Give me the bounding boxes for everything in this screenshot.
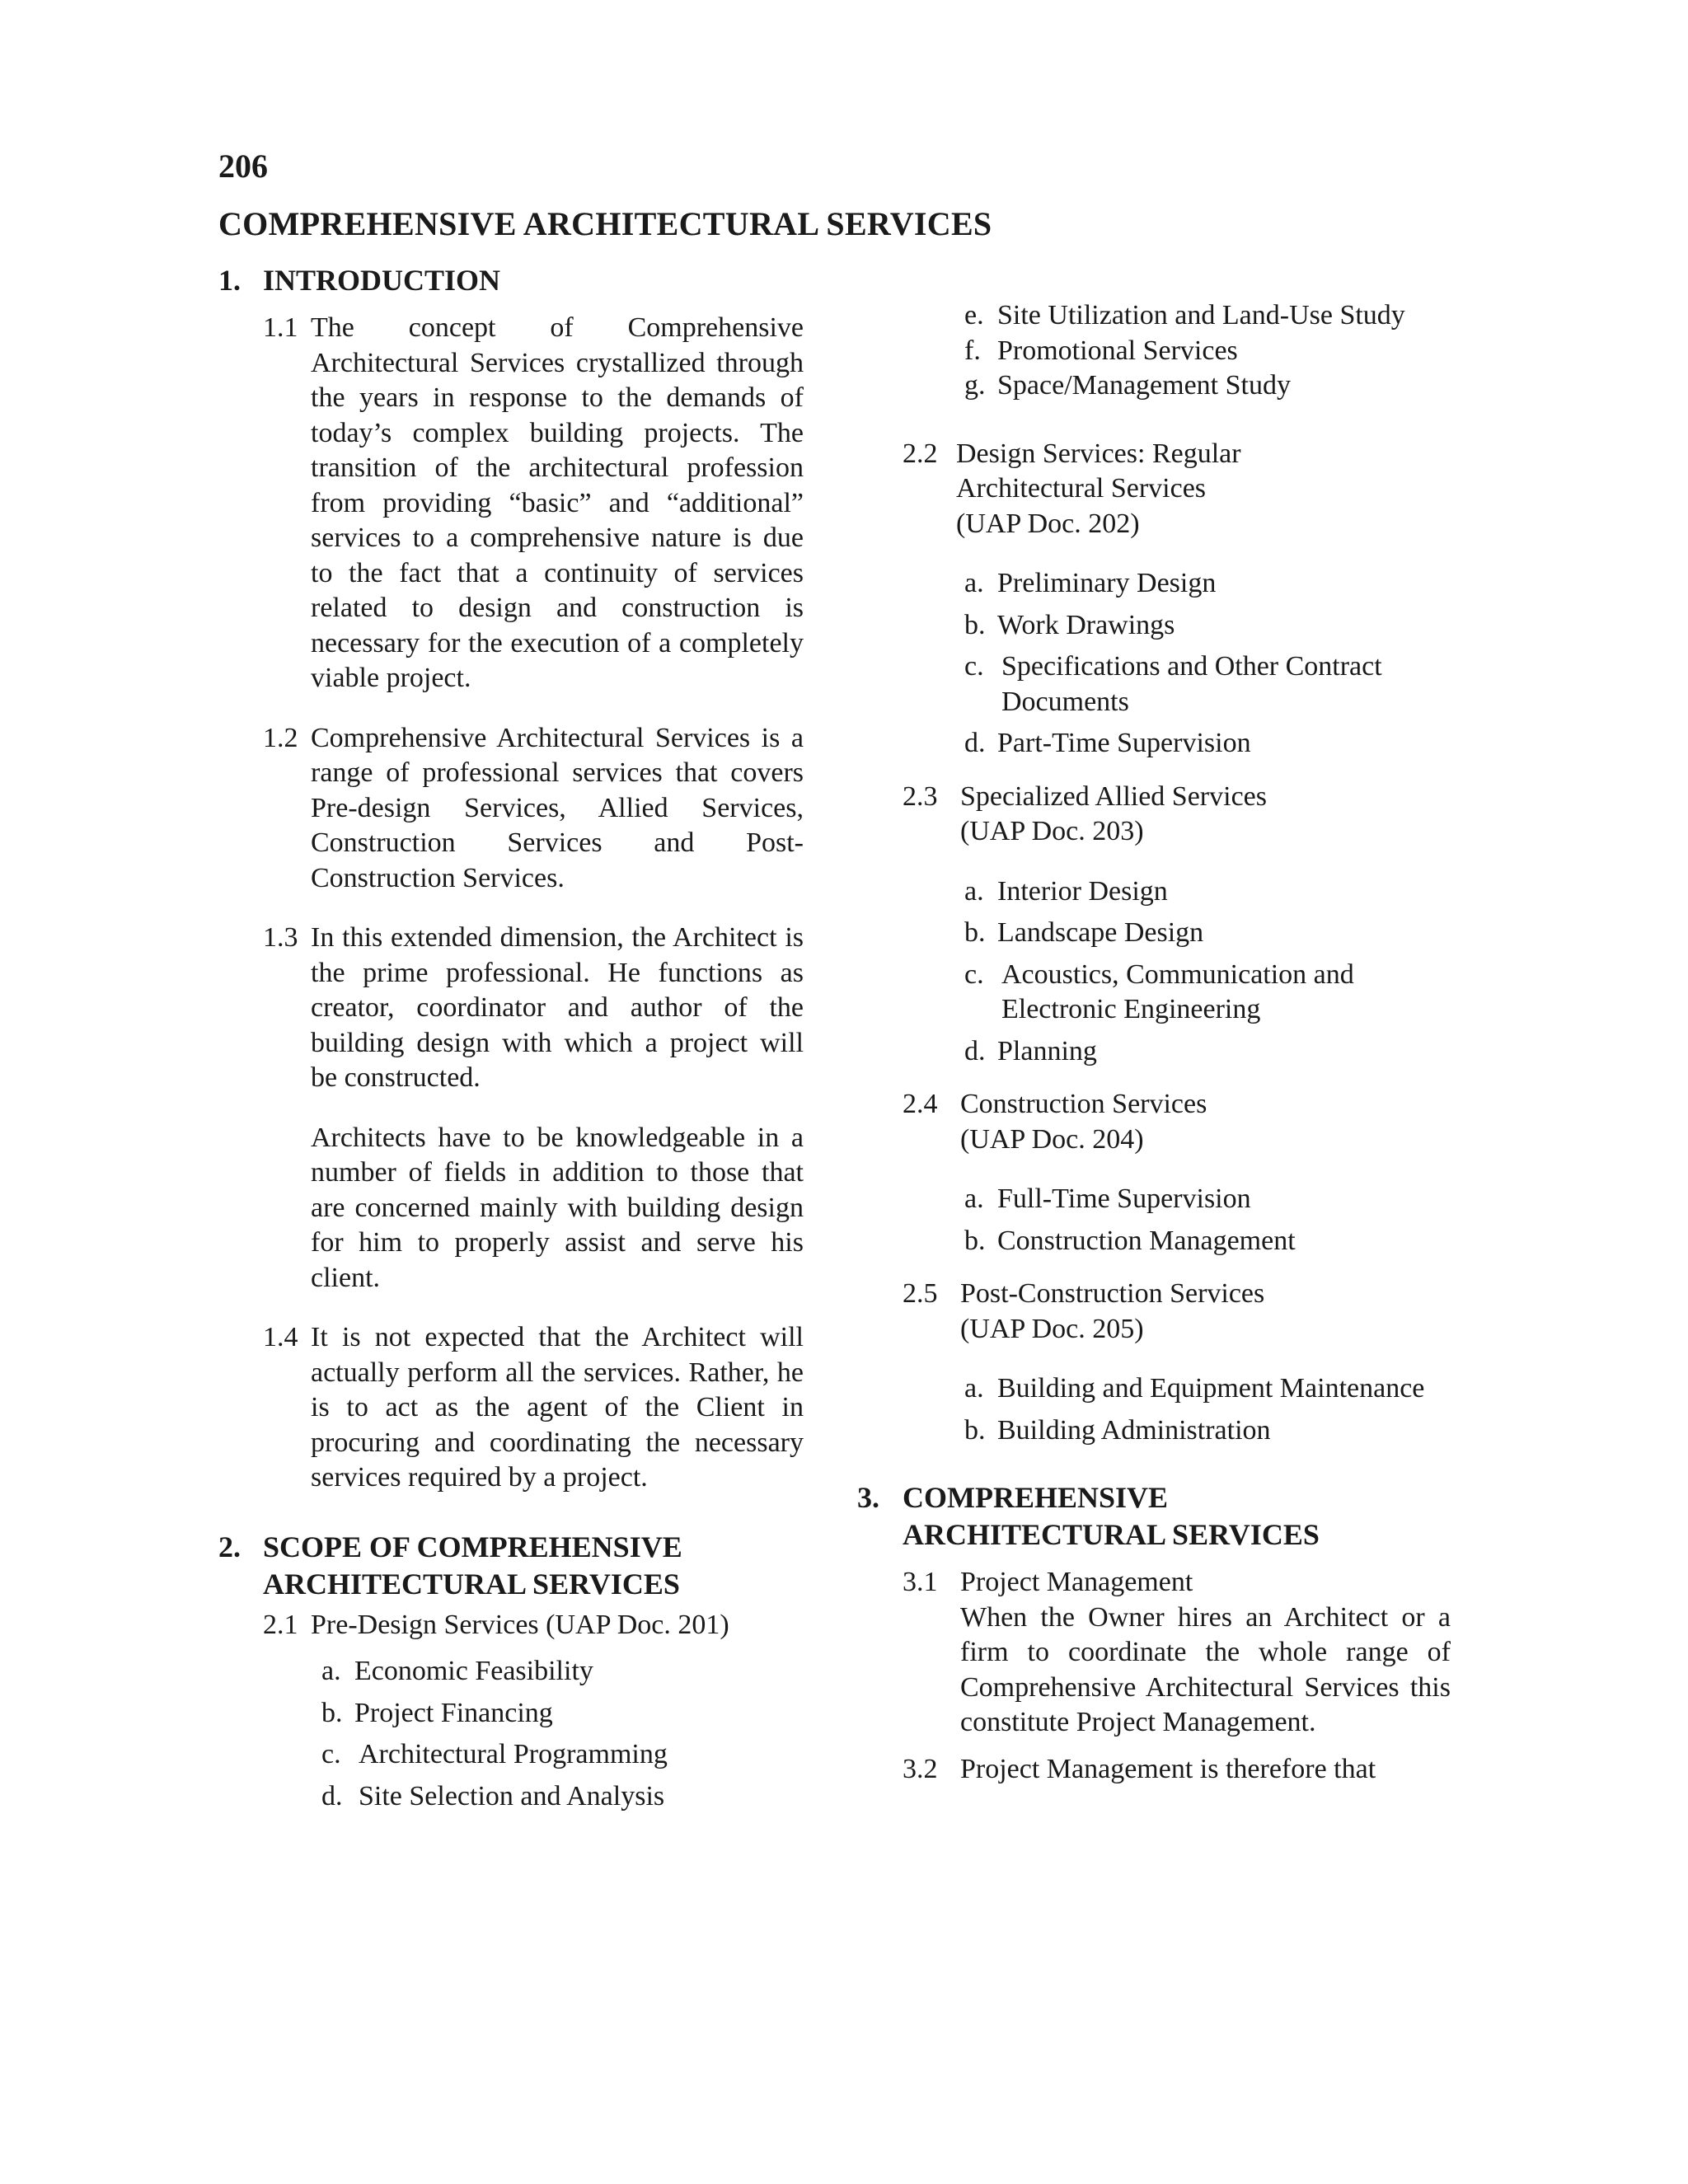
item-letter: b. [964, 1414, 986, 1446]
subsection-title: Pre-Design Services (UAP Doc. 201) [311, 1609, 729, 1640]
item-text: Building Administration [997, 1414, 1271, 1446]
subsection-text: When the Owner hires an Architect or a firm to coordinate the whole range of Comprehensive Architectural Services this constitute Project Management. [960, 1601, 1451, 1737]
paragraph-1-4 [263, 1320, 804, 1496]
paragraph-text: In this extended dimension, the Architect is the prime professional. He functions as creator, coordinator and author of the building design with which a project will be constructed. [311, 922, 804, 1093]
document-title: COMPREHENSIVE ARCHITECTURAL SERVICES [218, 205, 992, 242]
list-item [964, 874, 1451, 910]
list-item [964, 334, 1451, 369]
list-item [964, 649, 1451, 719]
subsection-title: Design Services: Regular Architectural Services (UAP Doc. 202) [956, 438, 1241, 539]
predesign-services-list-continued [857, 298, 1451, 404]
item-text: Space/Management Study [997, 370, 1291, 401]
paragraph-number: 1.1 [263, 312, 298, 343]
item-text: Project Financing [354, 1697, 553, 1728]
subsection-title: Post-Construction Services (UAP Doc. 205) [960, 1278, 1265, 1344]
subsection-title: Specialized Allied Services (UAP Doc. 203) [960, 780, 1267, 846]
item-letter: a. [964, 875, 984, 907]
subsection-text: Project Management is therefore that [960, 1753, 1376, 1784]
item-letter: b. [321, 1697, 343, 1728]
list-item [964, 1224, 1451, 1259]
item-letter: b. [964, 609, 986, 640]
page-number: 206 [218, 148, 268, 185]
list-item [964, 608, 1451, 644]
item-letter: e. [964, 300, 984, 330]
section-2-heading [218, 1529, 804, 1603]
paragraph-number: 1.2 [263, 722, 298, 753]
post-construction-services-list [857, 1371, 1451, 1448]
item-letter: b. [964, 1225, 986, 1256]
subsection-2-5-heading [903, 1277, 1451, 1347]
item-text: Work Drawings [997, 609, 1175, 640]
subsection-3-2 [903, 1752, 1451, 1788]
paragraph-1-3 [263, 921, 804, 1096]
item-text: Specifications and Other Contract Documents [1001, 651, 1382, 717]
subsection-number: 2.2 [903, 438, 938, 469]
subsection-3-1 [903, 1565, 1451, 1741]
construction-services-list [857, 1182, 1451, 1258]
left-column [218, 262, 804, 1821]
item-text: Economic Feasibility [354, 1656, 593, 1686]
list-item [964, 1413, 1451, 1449]
list-item [964, 566, 1451, 602]
subsection-2-4-heading [903, 1087, 1451, 1157]
section-title: COMPREHENSIVE ARCHITECTURAL SERVICES [903, 1481, 1320, 1551]
allied-services-list [857, 874, 1451, 1070]
subsection-title: Project Management [960, 1567, 1193, 1597]
item-letter: c. [321, 1739, 341, 1769]
item-text: Site Selection and Analysis [359, 1780, 665, 1811]
item-text: Landscape Design [997, 917, 1204, 948]
section-title: SCOPE OF COMPREHENSIVE ARCHITECTURAL SERVICES [263, 1530, 682, 1601]
subsection-title: Construction Services (UAP Doc. 204) [960, 1089, 1207, 1155]
list-item [964, 958, 1451, 1028]
item-text: Acoustics, Communication and Electronic Engineering [1001, 958, 1354, 1024]
list-item [321, 1654, 804, 1690]
section-number: 3. [857, 1481, 879, 1514]
item-text: Full-Time Supervision [997, 1183, 1251, 1214]
item-text: Promotional Services [997, 335, 1238, 366]
subsection-2-3-heading [903, 780, 1451, 850]
section-number: 2. [218, 1530, 241, 1563]
item-letter: a. [964, 1183, 984, 1214]
paragraph-number: 1.4 [263, 1322, 298, 1352]
subsection-number: 3.1 [903, 1567, 938, 1597]
item-text: Site Utilization and Land-Use Study [997, 300, 1405, 330]
subsection-number: 3.2 [903, 1753, 938, 1784]
paragraph-1-2 [263, 721, 804, 897]
item-text: Architectural Programming [359, 1739, 668, 1769]
list-item [964, 1371, 1451, 1407]
list-item [964, 1034, 1451, 1070]
subsection-2-1-heading [263, 1608, 804, 1643]
section-title: INTRODUCTION [263, 264, 501, 297]
item-letter: d. [964, 1035, 986, 1066]
list-item [964, 368, 1451, 404]
subsection-number: 2.1 [263, 1609, 298, 1640]
section-number: 1. [218, 264, 241, 297]
subsection-number: 2.5 [903, 1278, 938, 1309]
list-item [964, 298, 1451, 334]
design-services-list [857, 566, 1451, 762]
item-letter: a. [964, 1373, 984, 1404]
subsection-2-2-heading [903, 437, 1451, 542]
item-text: Construction Management [997, 1225, 1296, 1256]
paragraph-1-1 [263, 311, 804, 696]
paragraph-text: Comprehensive Architectural Services is a range of professional services that covers Pre-design Services, Allied Services, Construction Services and Post-Construction Services. [311, 722, 804, 893]
paragraph-1-3-continued: Architects have to be knowledgeable in a number of fields in addition to those that are concerned mainly with building design for him to properly assist and serve his client. [311, 1122, 804, 1293]
predesign-services-list [218, 1654, 804, 1814]
item-text: Planning [997, 1035, 1097, 1066]
item-letter: a. [321, 1656, 341, 1686]
subsection-number: 2.3 [903, 780, 938, 812]
paragraph-text: The concept of Comprehensive Architectural Services crystallized through the years in response to the demands of today’s complex building projects. The transition of the architectural profession from providing “basic” and “additional” services to a comprehensive nature is due to the fact that a continuity of services related to design and construction is necessary for the execution of a completely viable project. [311, 312, 804, 693]
item-letter: c. [964, 651, 984, 682]
subsection-number: 2.4 [903, 1089, 938, 1119]
section-3-heading [857, 1479, 1451, 1554]
item-letter: g. [964, 370, 986, 401]
list-item [321, 1779, 804, 1815]
item-letter: b. [964, 917, 986, 948]
right-column [857, 298, 1451, 1787]
item-letter: c. [964, 958, 984, 990]
item-text: Building and Equipment Maintenance [997, 1373, 1425, 1404]
item-letter: d. [321, 1780, 343, 1811]
section-1-heading [218, 262, 804, 299]
item-letter: d. [964, 728, 986, 758]
list-item [964, 726, 1451, 762]
list-item [964, 916, 1451, 951]
item-letter: f. [964, 335, 981, 366]
list-item [321, 1737, 804, 1773]
paragraph-text: It is not expected that the Architect will actually perform all the services. Rather, he is to act as the agent of the Client in procuring and coordinating the necessary services required by a project. [311, 1322, 804, 1493]
item-text: Part-Time Supervision [997, 728, 1251, 758]
item-text: Preliminary Design [997, 568, 1217, 598]
paragraph-number: 1.3 [263, 922, 298, 953]
list-item [964, 1182, 1451, 1217]
list-item [321, 1696, 804, 1732]
item-text: Interior Design [997, 875, 1168, 907]
item-letter: a. [964, 568, 984, 598]
